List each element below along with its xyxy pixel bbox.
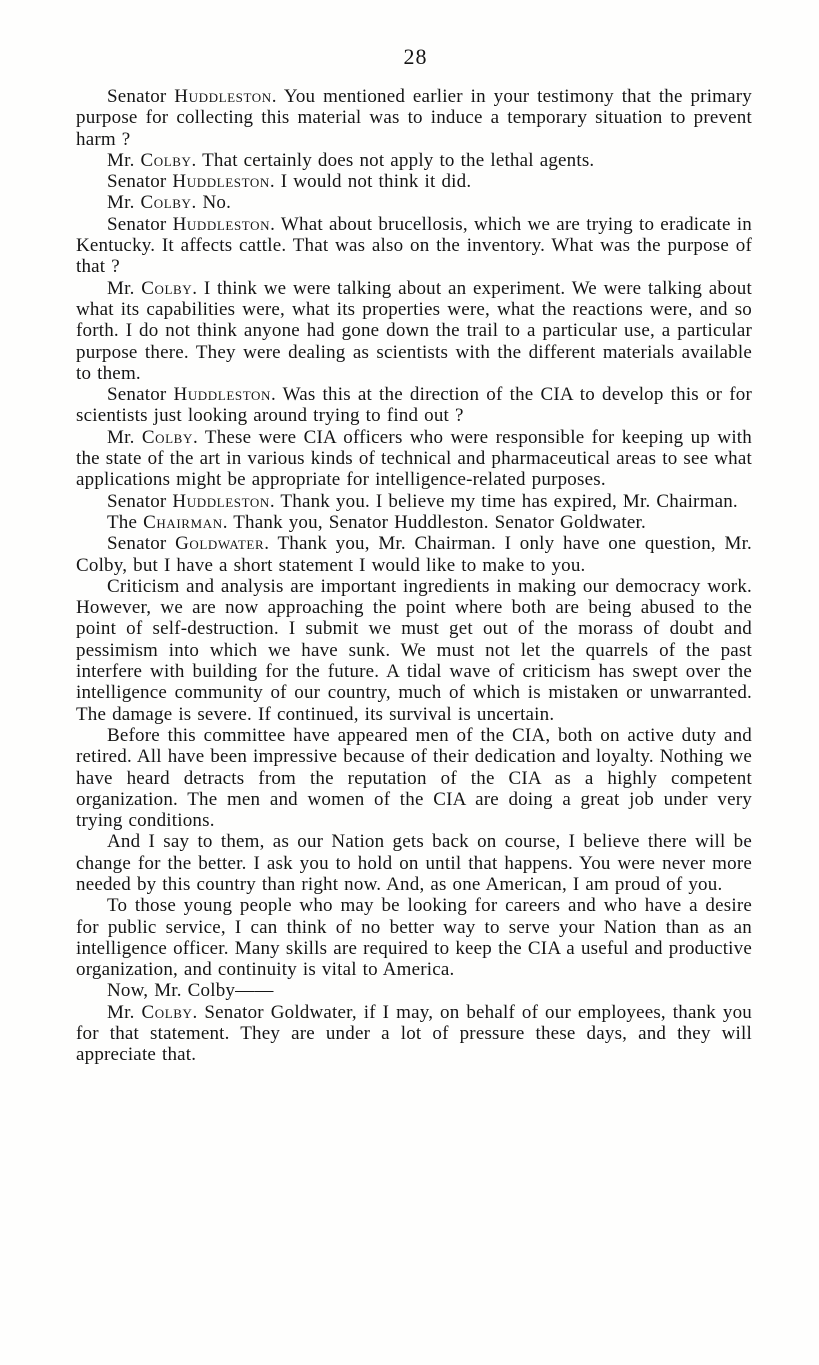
speaker-name: Colby	[141, 426, 193, 448]
speaker-prefix: Senator	[107, 171, 173, 193]
transcript-paragraph: Mr. Colby. No.	[107, 192, 232, 214]
transcript-paragraph: Senator Huddleston. You mentioned earlier in your testimony that the primary purpose for collecting this material was to induce a temporary situation to prevent harm ?	[76, 86, 753, 150]
speaker-name: Goldwater	[175, 533, 265, 555]
speaker-name: Colby	[141, 1001, 193, 1023]
transcript-paragraph: Senator Huddleston. I would not think it did.	[107, 171, 472, 193]
speaker-name: Colby	[141, 277, 193, 299]
page-number: 28	[403, 44, 428, 69]
speaker-prefix: The	[107, 511, 144, 533]
transcript-paragraph: Criticism and analysis are important ingredients in making our democracy work. However, we are now approaching the point where both are being abused to the point of self-destruction. I submit we must get out of the morass of doubt and pessimism into which we have sunk. We must not let the quarrels of the past interfere with building for the future. A tidal wave of criticism has swept over the intelligence community of our country, much of which is mistaken or unwarranted. The damage is severe. If continued, its survival is uncertain.	[76, 575, 752, 725]
transcript-paragraph: Senator Huddleston. Thank you. I believe my time has expired, Mr. Chairman.	[107, 490, 738, 512]
speaker-name: Huddleston	[173, 384, 271, 406]
transcript-paragraph: To those young people who may be looking for careers and who have a desire for public service, I can think of no better way to serve your Nation than as an intelligence officer. Many skills are required to keep the CIA a useful and productive organization, and continuity is vital to America.	[76, 895, 752, 981]
speaker-prefix: Senator	[107, 213, 173, 235]
speaker-prefix: Mr.	[107, 426, 142, 448]
transcript-paragraph: Mr. Colby. That certainly does not apply to the lethal agents.	[107, 149, 595, 171]
speaker-prefix: Mr.	[107, 192, 141, 214]
transcript-body	[76, 86, 752, 1066]
transcript-paragraph: Mr. Colby. These were CIA officers who were responsible for keeping up with the state of the art in various kinds of technical and pharmaceutical areas to see what applications might be appropriate for intelligence-related purposes.	[76, 426, 752, 491]
transcript-paragraph: Senator Huddleston. What about brucellosis, which we are trying to eradicate in Kentucky. It affects cattle. That was also on the inventory. What was the purpose of that ?	[76, 213, 753, 278]
transcript-paragraph: Mr. Colby. I think we were talking about an experiment. We were talking about what its capabilities were, what its properties were, what the reactions were, and so forth. I do not think anyone had gone down the trail to a particular use, a particular purpose there. They were dealing as scientists with the different materials available to them.	[76, 277, 752, 384]
transcript-paragraph: Senator Huddleston. Was this at the direction of the CIA to develop this or for scientists just looking around trying to find out ?	[76, 384, 752, 427]
transcript-paragraph: And I say to them, as our Nation gets back on course, I believe there will be change for the better. I ask you to hold on until that happens. You were never more needed by this country than right now. And, as one American, I am proud of you.	[76, 831, 752, 895]
speaker-prefix: Mr.	[107, 1001, 142, 1023]
transcript-paragraph: Mr. Colby. Senator Goldwater, if I may, on behalf of our employees, thank you for that statement. They are under a lot of pressure these days, and they will appreciate that.	[76, 1001, 752, 1066]
transcript-paragraph: Now, Mr. Colby——	[107, 980, 274, 1002]
speaker-prefix: Senator	[107, 384, 174, 406]
speaker-prefix: Senator	[107, 490, 173, 512]
transcript-paragraph: The Chairman. Thank you, Senator Huddleston. Senator Goldwater.	[107, 511, 646, 533]
speaker-name: Colby	[140, 192, 192, 214]
speaker-name: Huddleston	[172, 490, 270, 512]
transcript-paragraph: Senator Goldwater. Thank you, Mr. Chairman. I only have one question, Mr. Colby, but I have a short statement I would like to make to you.	[76, 533, 752, 576]
speaker-prefix: Mr.	[107, 149, 141, 171]
speaker-prefix: Senator	[107, 533, 176, 555]
speaker-name: Huddleston	[172, 171, 270, 193]
speaker-name: Huddleston	[172, 213, 271, 235]
speaker-prefix: Mr.	[107, 277, 142, 299]
speaker-name: Colby	[140, 149, 192, 171]
speaker-name: Chairman	[143, 511, 223, 533]
speaker-name: Huddleston	[174, 86, 272, 107]
transcript-paragraph: Before this committee have appeared men of the CIA, both on active duty and retired. All have been impressive because of their dedication and loyalty. Nothing we have heard detracts from the reputation of the CIA as a highly competent organization. The men and women of the CIA are doing a great job under very trying conditions.	[76, 724, 752, 832]
speaker-prefix: Senator	[107, 86, 175, 107]
